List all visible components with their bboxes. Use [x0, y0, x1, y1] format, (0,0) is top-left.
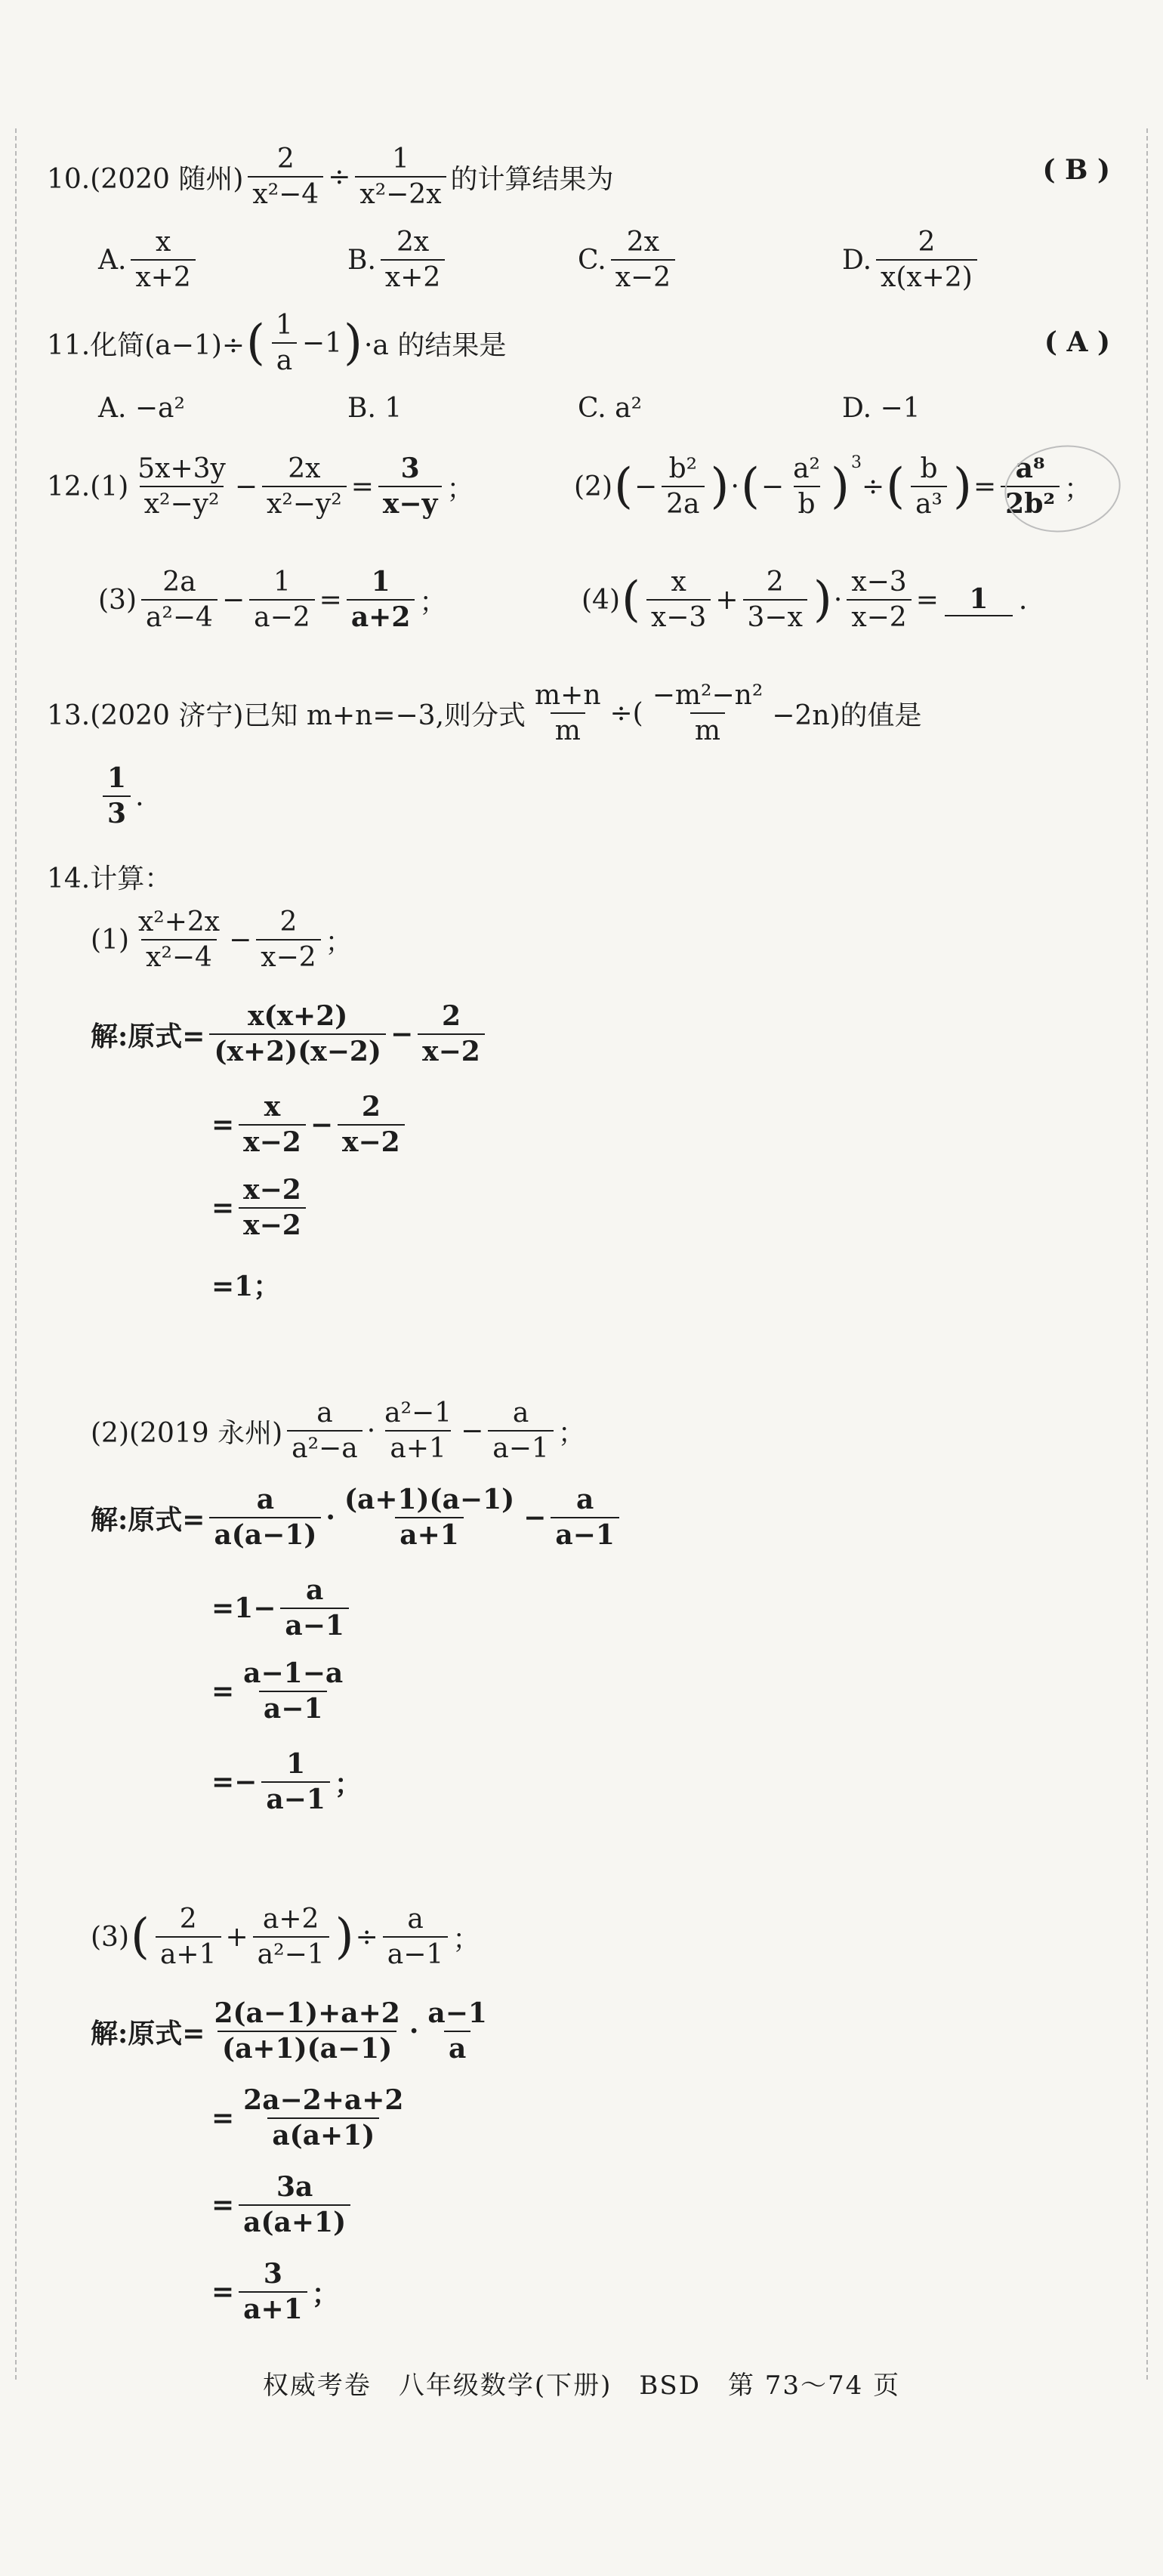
question-13: 13.(2020 济宁)已知 m+n=−3,则分式 $\frac{m+n}{m}$ ÷( $\frac{\text{−m²−n²}}{m}$ −2n)的值是	[47, 680, 922, 747]
question-12-part-1: 12.(1) $\frac{5x+3y}{\text{x²−y²}}$ − $\frac{2x}{\text{x²−y²}}$ = $\frac{3}{x-y}$ ；	[47, 452, 474, 520]
question-14-title: 14.计算：	[47, 863, 172, 894]
q12-part-3-answer: $\frac{1}{a+2}$	[347, 567, 415, 634]
q11-answer: ( A )	[1044, 326, 1110, 358]
question-10	[47, 144, 1110, 211]
q11-option-d: D. −1	[842, 393, 921, 424]
q10-option-b: B. $\frac{2x}{x+2}$	[347, 227, 449, 294]
q10-answer: ( B )	[1042, 154, 1110, 186]
q14-part-3-solution-step-1: 解:原式= $\frac{2(a-1)+a+2}{(a+1)(a-1)}$ · $\frac{a-1}{a}$	[91, 1997, 487, 2065]
question-12-part-3: (3) $\frac{2a}{\text{a²−4}}$ − $\frac{1}{a-2}$ = $\frac{1}{a+2}$ ；	[98, 566, 447, 634]
q14-part-3-solution-step-4: = $\frac{3}{a+1}$ ；	[211, 2258, 339, 2326]
question-12-part-4: (4) ( $\frac{x}{x-3}$ + $\frac{2}{3-x}$ ) · $\frac{x-3}{x-2}$ = 1 .	[582, 567, 1028, 634]
q14-part-1-problem: (1) $\frac{\text{x²+2x}}{\text{x²−4}}$ − $\frac{2}{x-2}$ ；	[91, 907, 353, 974]
q14-part-1-solution-step-3: = $\frac{x-2}{x-2}$	[211, 1175, 310, 1242]
q11-option-b: B. 1	[347, 393, 403, 424]
q11-prefix: 11.化简(a−1)÷	[47, 329, 245, 361]
q11-option-c: C. a²	[578, 393, 643, 424]
q12-part-4-answer: 1	[945, 583, 1013, 616]
q12-part-1-answer: $\frac{3}{x-y}$	[378, 453, 443, 520]
q10-option-c: C. $\frac{2x}{x-2}$	[578, 227, 680, 294]
q14-part-1-solution-step-2: = $\frac{x}{x-2}$ − $\frac{2}{x-2}$	[211, 1092, 409, 1159]
q14-part-3-solution-step-2: = $\frac{2a-2+a+2}{a(a+1)}$	[211, 2084, 404, 2152]
q14-part-3-problem: (3) ( $\frac{2}{a+1}$ + $\frac{a+2}{\text{a²−1}}$ ) ÷ $\frac{a}{a-1}$ ；	[91, 1904, 480, 1971]
q14-part-2-solution-step-4: =− $\frac{1}{a-1}$ ；	[211, 1748, 362, 1816]
q10-option-a: A. $\frac{x}{x+2}$	[98, 227, 200, 294]
page-edge-right	[1146, 128, 1148, 2380]
q10-prefix: 10.(2020 随州)	[47, 163, 244, 195]
question-12-part-2: (2) ( − $\frac{\text{b²}}{2a}$ ) · ( − $\frac{\text{a²}}{b}$ ) $^3$ ÷ ( $\frac{b}{\text{a³}}$ ) = $\frac{\text{a⁸}}{\text{2b²}}$ ；	[574, 452, 1092, 520]
q11-option-a: A. −a²	[98, 393, 185, 424]
q11-suffix: ·a 的结果是	[363, 329, 507, 361]
question-13-answer: $\frac{1}{3}$ .	[98, 763, 144, 830]
q10-fraction-2: $\frac{1}{\text{x²−2x}}$	[355, 144, 446, 211]
q14-part-1-solution-step-1: 解:原式= $\frac{x(x+2)}{(x+2)(x-2)}$ − $\frac{2}{x-2}$	[91, 1001, 489, 1068]
q10-option-d: D. $\frac{2}{x(x+2)}$	[842, 227, 982, 294]
question-11: 11.化简(a−1)÷ ( $\frac{1}{a}$ −1 ) ·a 的结果是 ( A )	[47, 310, 1110, 377]
q14-part-2-problem: (2)(2019 永州) $\frac{a}{\text{a²−a}}$ · $\frac{\text{a²−1}}{a+1}$ − $\frac{a}{a-1}$ ；	[91, 1398, 585, 1465]
q10-suffix: 的计算结果为	[450, 163, 614, 195]
q10-operator: ÷	[328, 161, 351, 193]
q14-part-2-solution-step-2: =1− $\frac{a}{a-1}$	[211, 1575, 353, 1642]
q12-part-2-answer: $\frac{\text{a⁸}}{\text{2b²}}$	[1001, 453, 1060, 520]
q11-fraction: $\frac{1}{a}$	[271, 310, 298, 377]
q10-fraction-1: $\frac{2}{\text{x²−4}}$	[248, 144, 323, 211]
q14-part-3-solution-step-3: = $\frac{3a}{a(a+1)}$	[211, 2172, 355, 2239]
page-footer: 权威考卷 八年级数学(下册) BSD 第 73～74 页	[262, 2371, 901, 2401]
q14-part-2-solution-step-3: = $\frac{a-1-a}{a-1}$	[211, 1657, 344, 1725]
q14-part-1-solution-step-4: =1；	[211, 1271, 281, 1302]
page-edge-left	[15, 128, 17, 2380]
q14-part-2-solution-step-1: 解:原式= $\frac{a}{a(a-1)}$ · $\frac{(a+1)(a-1)}{a+1}$ − $\frac{a}{a-1}$	[91, 1484, 624, 1552]
